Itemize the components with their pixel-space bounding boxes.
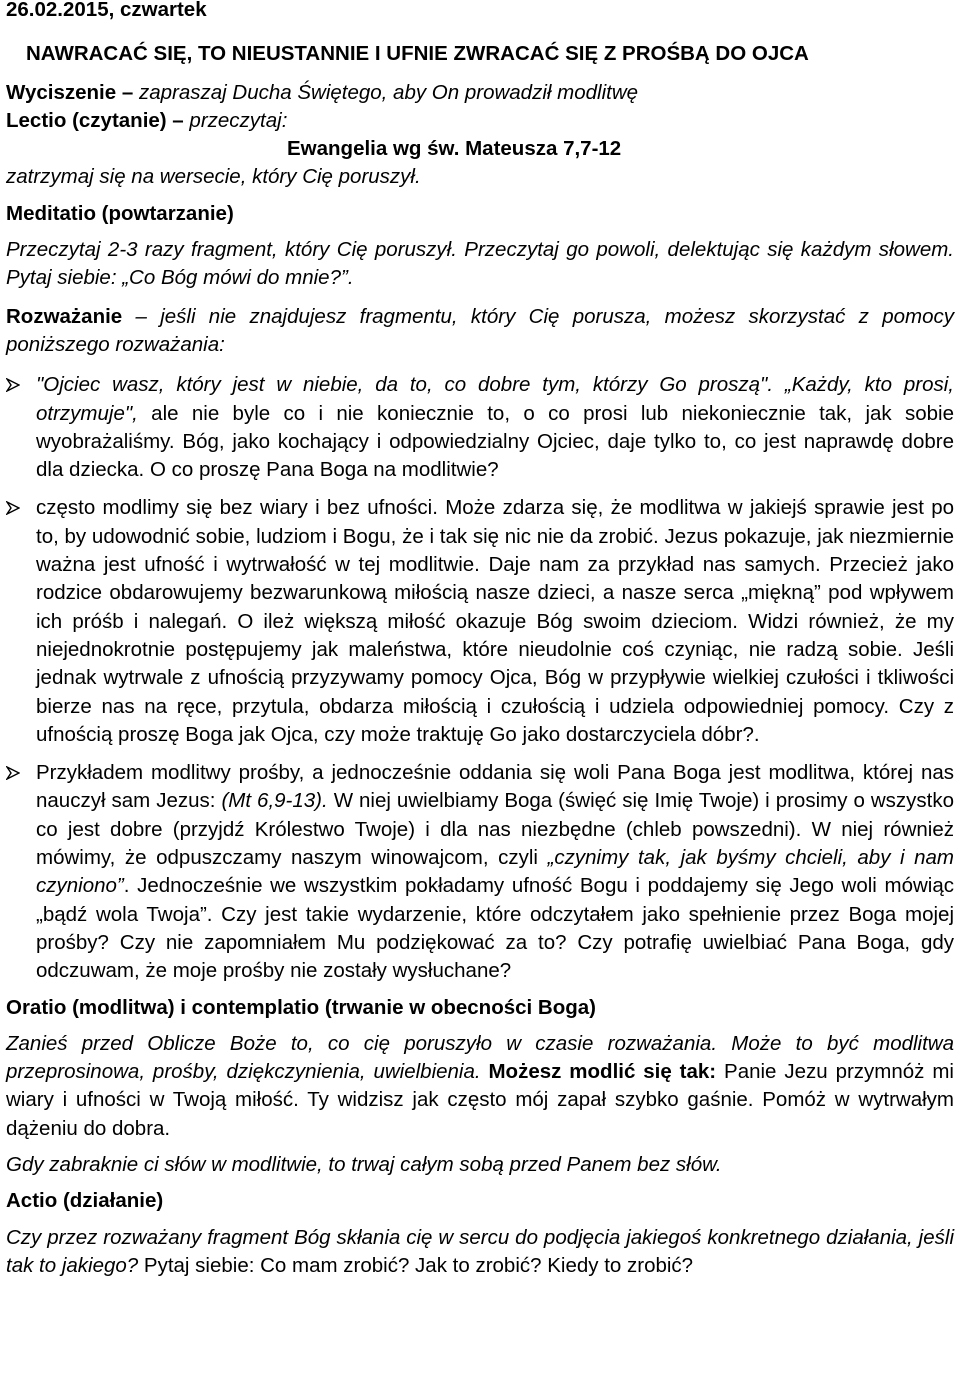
rozwazanie-label: Rozważanie bbox=[6, 304, 123, 328]
bullet-3-text-b: W niej uwielbiamy Boga (święć się Imię Twoje) i prosimy o wszystko co jest dobre (przyjdź Królestwo Twoje) i dla nas niezbędne (chleb powszedni). W niej również mówimy, że odpuszczamy naszym winowajcom, czyli bbox=[36, 789, 954, 870]
bullet-1-text: ale nie byle co i nie koniecznie to, o co prosi lub niekoniecznie tak, jak sobie wyobrażaliśmy. Bóg, jako kochający i odpowiedzialny Ojciec, daje tylko to, co jest naprawdę dobre dla dziecka. O co proszę Pana Boga na modlitwie? bbox=[36, 401, 954, 482]
rozwazanie-intro bbox=[6, 303, 954, 360]
arrow-bullet-icon bbox=[6, 378, 20, 392]
bullet-2-text: często modlimy się bez wiary i bez ufności. Może zdarza się, że modlitwa w jakiejś sprawie jest po to, by udowodnić sobie, ludziom i Bogu, że i tak się nic nie da zrobić. Jezus pokazuje, jak niezmiernie ważna jest ufność i wytrwałość w tej modlitwie. Daje nam za przykład nas samych. Przecież jako rodzice obdarowujemy bezwarunkową miłością nasze dzieci, a nasze serca „miękną” pod wpływem ich próśb i nalegań. O ileż większą miłość okazuje Bóg swoim dzieciom. Widzi również, że my niejednokrotnie postępujemy jak maleństwa, które nieudolnie coś czyniąc, nie radzą sobie. Jeśli jednak wytrwale z ufnością przyzywamy pomocy Ojca, Bóg w przypływie wielkiej czułości i tkliwości bierze nas na ręce, przytula, obdarza miłością i czułością i udziela odpowiedniej pomocy. Czy z ufnością proszę Boga jak Ojca, czy może traktuję Go jako dostarczyciela dóbr?. bbox=[36, 496, 954, 746]
bullet-item-1 bbox=[6, 371, 954, 484]
bullet-item-2 bbox=[6, 494, 954, 749]
arrow-bullet-icon bbox=[6, 501, 20, 515]
lectio-label: Lectio (czytanie) – bbox=[6, 108, 190, 132]
meditatio-heading: Meditatio (powtarzanie) bbox=[6, 201, 234, 225]
actio-italic: Czy przez rozważany fragment Bóg skłania cię w sercu do podjęcia jakiegoś konkretnego działania, jeśli tak to jakiego? bbox=[6, 1225, 954, 1277]
oratio-heading: Oratio (modlitwa) i contemplatio (trwanie w obecności Boga) bbox=[6, 995, 596, 1019]
date-line: 26.02.2015, czwartek bbox=[6, 0, 207, 21]
actio-questions: Pytaj siebie: Co mam zrobić? Jak to zrobić? Kiedy to zrobić? bbox=[138, 1253, 694, 1277]
bullet-item-3 bbox=[6, 759, 954, 985]
actio-heading: Actio (działanie) bbox=[6, 1189, 164, 1213]
wyciszenie-text: zapraszaj Ducha Świętego, aby On prowadził modlitwę bbox=[138, 80, 639, 104]
bullet-3-reference: (Mt 6,9-13). bbox=[221, 789, 328, 813]
oratio-closing: Gdy zabraknie ci słów w modlitwie, to trwaj całym sobą przed Panem bez słów. bbox=[6, 1152, 722, 1176]
bullet-1-italic: "Ojciec wasz, który jest w niebie, da to, co dobre tym, którzy Go proszą". „Każdy, kto prosi, otrzymuje", bbox=[36, 373, 954, 425]
arrow-bullet-icon bbox=[6, 766, 20, 780]
meditatio-text: Przeczytaj 2-3 razy fragment, który Cię poruszył. Przeczytaj go powoli, delektując się każdym słowem. Pytaj siebie: „Co Bóg mówi do mnie?”. bbox=[6, 238, 954, 290]
bullet-3-quote: „czynimy tak, jak byśmy chcieli, aby i nam czyniono” bbox=[36, 846, 955, 898]
wyciszenie-line bbox=[6, 79, 954, 107]
actio-text bbox=[6, 1224, 954, 1281]
bullet-3-text-a: Przykładem modlitwy prośby, a jednocześnie oddania się woli Pana Boga jest modlitwa, której nas nauczył sam Jezus: bbox=[36, 761, 954, 813]
lectio-line bbox=[6, 107, 954, 135]
bullet-3-text-c: . Jednocześnie we wszystkim pokładamy ufność Bogu i poddajemy się Jego woli mówiąc „bądź wola Twoja”. Czy jest takie wydarzenie, które odczytałem jako spełnienie przez Boga mojej prośby? Czy nie zapomniałem Mu podziękować za to? Czy potrafię uwielbiać Pana Boga, gdy odczuwam, że moje prośby nie zostały wysłuchane? bbox=[36, 874, 954, 983]
page-title: NAWRACAĆ SIĘ, TO NIEUSTANNIE I UFNIE ZWRACAĆ SIĘ Z PROŚBĄ DO OJCA bbox=[26, 42, 809, 66]
lectio-text: przeczytaj: bbox=[189, 108, 288, 132]
rozwazanie-text: – jeśli nie znajdujesz fragmentu, który Cię porusza, możesz skorzystać z pomocy poniższego rozważania: bbox=[6, 304, 954, 356]
wyciszenie-label: Wyciszenie – bbox=[6, 80, 139, 104]
oratio-bold: Możesz modlić się tak: bbox=[488, 1060, 717, 1084]
oratio-prayer: Panie Jezu przymnóż mi wiary i ufności w Twoją miłość. Ty widzisz jak często mój zapał szybko gaśnie. Pomóż w wytrwałym dążeniu do dobra. bbox=[6, 1060, 954, 1140]
gospel-reference: Ewangelia wg św. Mateusza 7,7-12 bbox=[287, 137, 622, 161]
oratio-italic: Zanieś przed Oblicze Boże to, co cię poruszyło w czasie rozważania. Może to być modlitwa przeprosinowa, prośby, dziękczynienia, uwielbienia. bbox=[6, 1031, 954, 1084]
oratio-text bbox=[6, 1030, 954, 1143]
lectio-instruction: zatrzymaj się na wersecie, który Cię poruszył. bbox=[6, 165, 421, 189]
